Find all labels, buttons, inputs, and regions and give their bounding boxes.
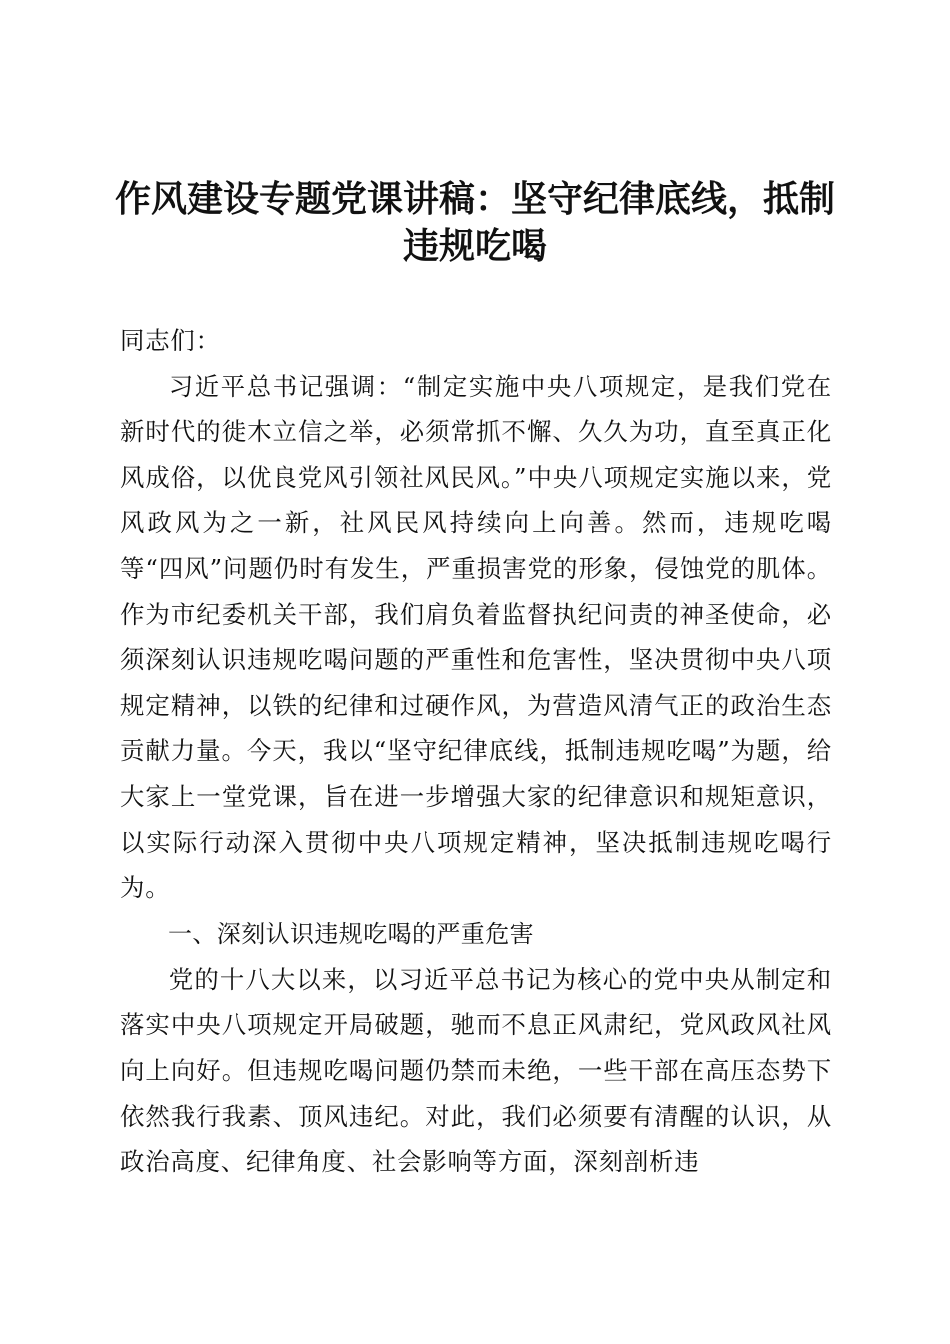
document-body [120, 318, 832, 1185]
salutation: 同志们： [120, 326, 221, 355]
section-heading: 一、深刻认识违规吃喝的严重危害 [168, 919, 534, 948]
section-paragraph: 党的十八大以来，以习近平总书记为核心的党中央从制定和落实中央八项规定开局破题，驰而不息正风肃纪，党风政风社风向上向好。但违规吃喝问题仍禁而未绝，一些干部在高压态势下依然我行我素、顶风违纪。对此，我们必须要有清醒的认识，从政治高度、纪律角度、社会影响等方面，深刻剖析违 [120, 964, 832, 1177]
body-paragraph: 习近平总书记强调：“制定实施中央八项规定，是我们党在新时代的徙木立信之举，必须常抓不懈、久久为功，直至真正化风成俗，以优良党风引领社风民风。”中央八项规定实施以来，党风政风为之一新，社风民风持续向上向善。然而，违规吃喝等“四风”问题仍时有发生，严重损害党的形象，侵蚀党的肌体。作为市纪委机关干部，我们肩负着监督执纪问责的神圣使命，必须深刻认识违规吃喝问题的严重性和危害性，坚决贯彻中央八项规定精神，以铁的纪律和过硬作风，为营造风清气正的政治生态贡献力量。今天，我以“坚守纪律底线，抵制违规吃喝”为题，给大家上一堂党课，旨在进一步增强大家的纪律意识和规矩意识，以实际行动深入贯彻中央八项规定精神，坚决抵制违规吃喝行为。 [120, 371, 832, 903]
document-title: 作风建设专题党课讲稿：坚守纪律底线，抵制违规吃喝 [114, 178, 835, 267]
